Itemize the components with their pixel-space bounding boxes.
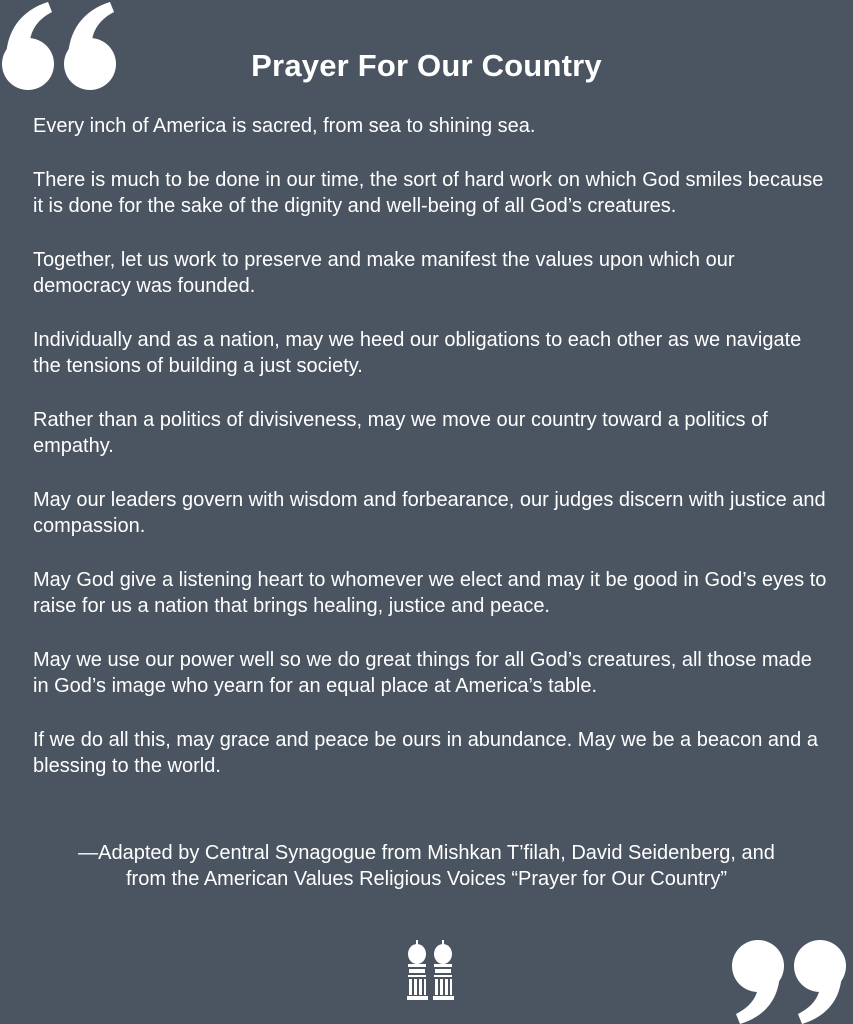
- attribution-line: from the American Values Religious Voices “Prayer for Our Country”: [126, 868, 727, 890]
- prayer-body: [33, 113, 833, 807]
- prayer-paragraph: There is much to be done in our time, the sort of hard work on which God smiles because it is done for the sake of the dignity and well-being of all God’s creatures.: [33, 169, 824, 217]
- prayer-paragraph: Rather than a politics of divisiveness, may we move our country toward a politics of empathy.: [33, 409, 768, 457]
- prayer-paragraph: May God give a listening heart to whomever we elect and may it be good in God’s eyes to raise for us a nation that brings healing, justice and peace.: [33, 569, 827, 617]
- attribution: [0, 840, 853, 892]
- prayer-paragraph: May we use our power well so we do great things for all God’s creatures, all those made in God’s image who yearn for an equal place at America’s table.: [33, 649, 812, 697]
- close-quote-icon: [728, 936, 850, 1024]
- prayer-paragraph: Together, let us work to preserve and make manifest the values upon which our democracy was founded.: [33, 249, 735, 297]
- prayer-paragraph: May our leaders govern with wisdom and forbearance, our judges discern with justice and compassion.: [33, 489, 826, 537]
- page-title: Prayer For Our Country: [251, 48, 602, 83]
- prayer-paragraph: Every inch of America is sacred, from sea to shining sea.: [33, 115, 536, 137]
- synagogue-towers-logo: [405, 940, 455, 1006]
- prayer-paragraph: Individually and as a nation, may we heed our obligations to each other as we navigate the tensions of building a just society.: [33, 329, 802, 377]
- prayer-paragraph: If we do all this, may grace and peace be ours in abundance. May we be a beacon and a blessing to the world.: [33, 729, 818, 777]
- attribution-line: —Adapted by Central Synagogue from Mishkan T’filah, David Seidenberg, and: [78, 842, 775, 864]
